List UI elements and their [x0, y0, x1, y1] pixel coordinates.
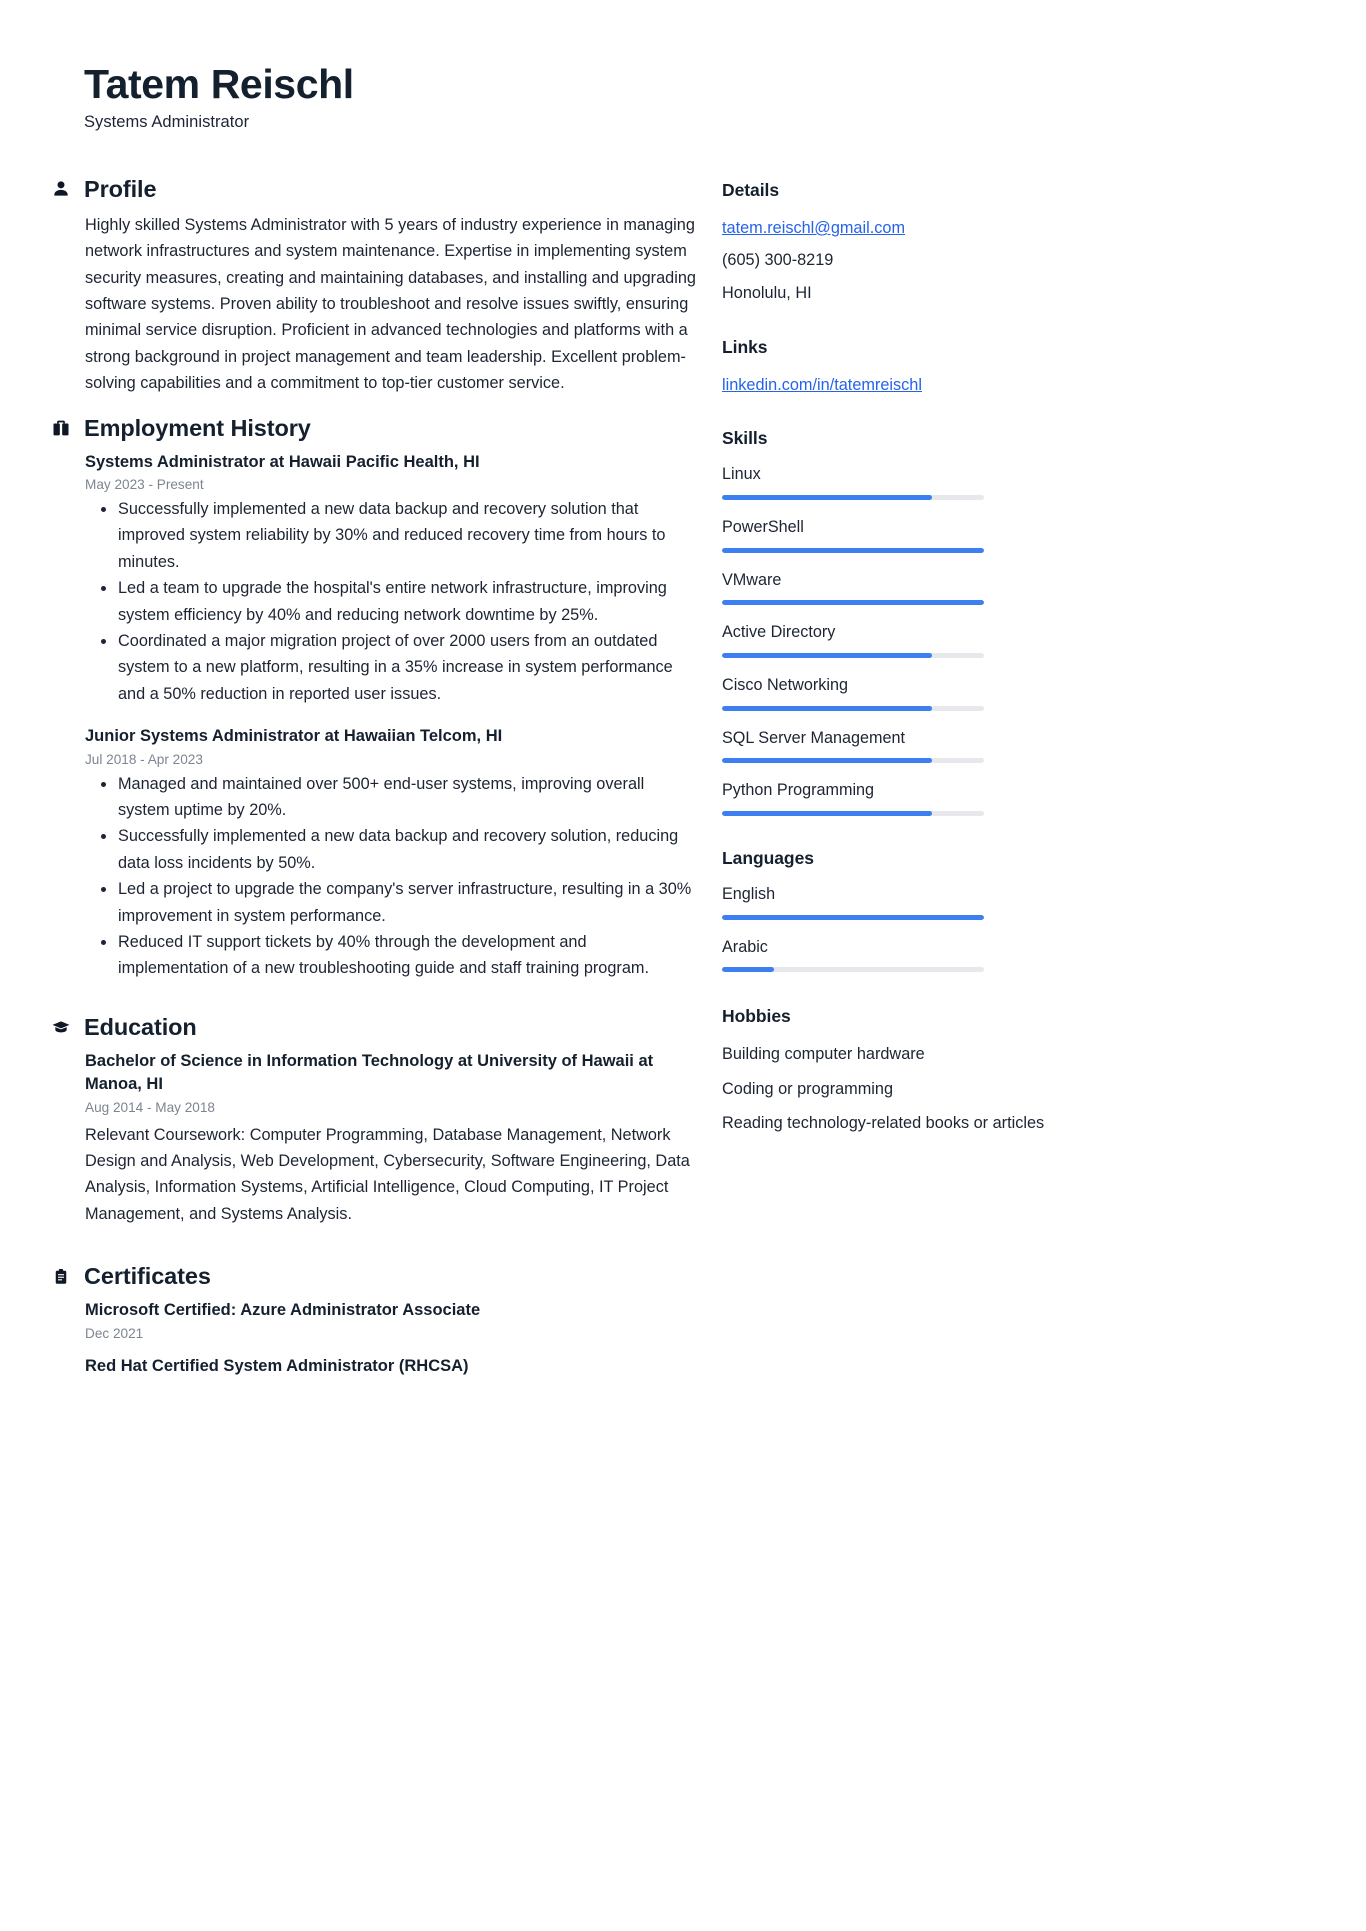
- education-entry-title: Bachelor of Science in Information Technology at University of Hawaii at Manoa, HI: [85, 1051, 654, 1094]
- bullet-item: Led a team to upgrade the hospital's entire network infrastructure, improving system efficiency by 40% and reducing network downtime by 25%.: [118, 575, 700, 628]
- skill-level-fill: [722, 758, 932, 763]
- language-label: Arabic: [722, 937, 768, 956]
- resume-body: [0, 176, 1366, 1396]
- section-education-title: Education: [84, 1013, 197, 1040]
- skill-label: Linux: [722, 465, 761, 484]
- section-education: [50, 1014, 700, 1227]
- section-profile-title: Profile: [84, 175, 157, 202]
- sidebar-section-skills: [722, 428, 1052, 816]
- skill-level-track: [722, 706, 984, 711]
- education-entry-date: Aug 2014 - May 2018: [85, 1099, 215, 1115]
- main-column: [0, 176, 700, 1396]
- clipboard-icon: [50, 1266, 72, 1288]
- bullet-item: Successfully implemented a new data backup and recovery solution that improved system reliability by 30% and reduced recovery time from hours to minutes.: [118, 496, 700, 575]
- phone-number: (605) 300-8219: [722, 251, 834, 270]
- certificate-entry: [85, 1299, 700, 1340]
- skill-level-track: [722, 600, 984, 605]
- section-employment-header: [50, 415, 700, 442]
- skill-level-track: [722, 811, 984, 816]
- skill-level-track: [722, 653, 984, 658]
- employment-entry-date: Jul 2018 - Apr 2023: [85, 751, 203, 767]
- skill-level-fill: [722, 653, 932, 658]
- language-label: English: [722, 884, 776, 903]
- skill-item: [722, 569, 1052, 606]
- candidate-job-title: Systems Administrator: [84, 112, 250, 131]
- section-profile: [50, 176, 700, 397]
- skill-level-fill: [722, 600, 984, 605]
- employment-entry-title: Systems Administrator at Hawaii Pacific Health, HI: [85, 452, 480, 471]
- bullet-item: Managed and maintained over 500+ end-user systems, improving overall system uptime by 20%.: [118, 771, 700, 824]
- section-certificates-header: [50, 1263, 700, 1290]
- section-profile-header: [50, 176, 700, 203]
- skill-item: [722, 674, 1052, 711]
- section-certificates-title: Certificates: [84, 1263, 211, 1290]
- section-education-header: [50, 1014, 700, 1041]
- sidebar-section-details: [722, 180, 1052, 307]
- certificate-entry-title: Microsoft Certified: Azure Administrator Associate: [85, 1301, 481, 1320]
- language-level-fill: [722, 915, 984, 920]
- employment-entry: [85, 451, 700, 708]
- skill-item: [722, 516, 1052, 553]
- user-icon: [50, 178, 72, 200]
- skill-item: [722, 779, 1052, 816]
- sidebar-links-title: Links: [722, 336, 768, 357]
- section-employment-body: [50, 451, 700, 982]
- employment-entry: [85, 725, 700, 982]
- sidebar-skills-title: Skills: [722, 428, 768, 449]
- profile-text: Highly skilled Systems Administrator with 5 years of industry experience in managing network infrastructures and system maintenance. Expertise in implementing system security measures, creating and maintaining databases, and installing and upgrading software systems. Proven ability to troubleshoot and resolve issues swiftly, ensuring minimal service disruption. Proficient in advanced technologies and platforms with a strong background in project management and team leadership. Excellent problem-solving capabilities and a commitment to top-tier customer service.: [85, 215, 696, 393]
- skill-label: Python Programming: [722, 781, 875, 800]
- employment-entry-date: May 2023 - Present: [85, 477, 204, 493]
- education-entry-description: Relevant Coursework: Computer Programming, Database Management, Network Design and Analysis, Web Development, Cybersecurity, Software Engineering, Data Analysis, Information Systems, Artificial Intelligence, Cloud Computing, IT Project Management, and Systems Analysis.: [85, 1125, 690, 1223]
- email-link[interactable]: tatem.reischl@gmail.com: [722, 218, 906, 237]
- skill-level-track: [722, 495, 984, 500]
- section-employment-title: Employment History: [84, 414, 311, 441]
- skill-item: [722, 463, 1052, 500]
- bullet-item: Reduced IT support tickets by 40% through the development and implementation of a new troubleshooting guide and staff training program.: [118, 929, 700, 982]
- section-certificates: [50, 1263, 700, 1378]
- certificate-entry: [85, 1355, 700, 1378]
- section-education-body: [50, 1050, 700, 1227]
- sidebar-section-hobbies: [722, 1006, 1052, 1136]
- linkedin-link[interactable]: linkedin.com/in/tatemreischl: [722, 375, 922, 394]
- bullet-item: Led a project to upgrade the company's server infrastructure, resulting in a 30% improvement in system performance.: [118, 876, 700, 929]
- education-entry: [85, 1050, 700, 1227]
- employment-entry-bullets: [85, 496, 700, 707]
- skill-label: PowerShell: [722, 517, 804, 536]
- hobby-item: Building computer hardware: [722, 1045, 925, 1064]
- certificate-entry-title: Red Hat Certified System Administrator (RHCSA): [85, 1356, 469, 1375]
- sidebar-languages-title: Languages: [722, 847, 814, 868]
- location-text: Honolulu, HI: [722, 284, 812, 303]
- language-level-track: [722, 915, 984, 920]
- skill-level-fill: [722, 548, 984, 553]
- sidebar-section-links: [722, 337, 1052, 399]
- language-item: [722, 936, 1052, 973]
- graduation-cap-icon: [50, 1016, 72, 1038]
- skill-item: [722, 621, 1052, 658]
- sidebar-hobbies-title: Hobbies: [722, 1006, 791, 1027]
- section-profile-body: [50, 212, 700, 397]
- bullet-item: Successfully implemented a new data backup and recovery solution, reducing data loss incidents by 50%.: [118, 823, 700, 876]
- hobby-item: Reading technology-related books or articles: [722, 1113, 1045, 1132]
- sidebar-section-languages: [722, 848, 1052, 972]
- skill-item: [722, 727, 1052, 764]
- briefcase-icon: [50, 417, 72, 439]
- certificate-entry-date: Dec 2021: [85, 1325, 144, 1341]
- language-level-fill: [722, 967, 774, 972]
- candidate-name: Tatem Reischl: [84, 61, 354, 107]
- employment-entry-title: Junior Systems Administrator at Hawaiian Telcom, HI: [85, 727, 503, 746]
- skill-label: SQL Server Management: [722, 728, 905, 747]
- skill-label: Cisco Networking: [722, 675, 848, 694]
- skill-level-fill: [722, 706, 932, 711]
- skill-label: Active Directory: [722, 623, 836, 642]
- language-item: [722, 883, 1052, 920]
- section-certificates-body: [50, 1299, 700, 1378]
- bullet-item: Coordinated a major migration project of over 2000 users from an outdated system to a new platform, resulting in a 35% increase in system performance and a 50% reduction in reported user issues.: [118, 628, 700, 707]
- skill-label: VMware: [722, 570, 782, 589]
- language-level-track: [722, 967, 984, 972]
- skill-level-fill: [722, 811, 932, 816]
- sidebar-details-title: Details: [722, 179, 780, 200]
- hobby-item: Coding or programming: [722, 1079, 894, 1098]
- skill-level-track: [722, 758, 984, 763]
- skill-level-fill: [722, 495, 932, 500]
- employment-entry-bullets: [85, 771, 700, 982]
- sidebar-column: [722, 176, 1052, 1162]
- resume-header: [0, 0, 1366, 132]
- section-employment: [50, 415, 700, 982]
- skill-level-track: [722, 548, 984, 553]
